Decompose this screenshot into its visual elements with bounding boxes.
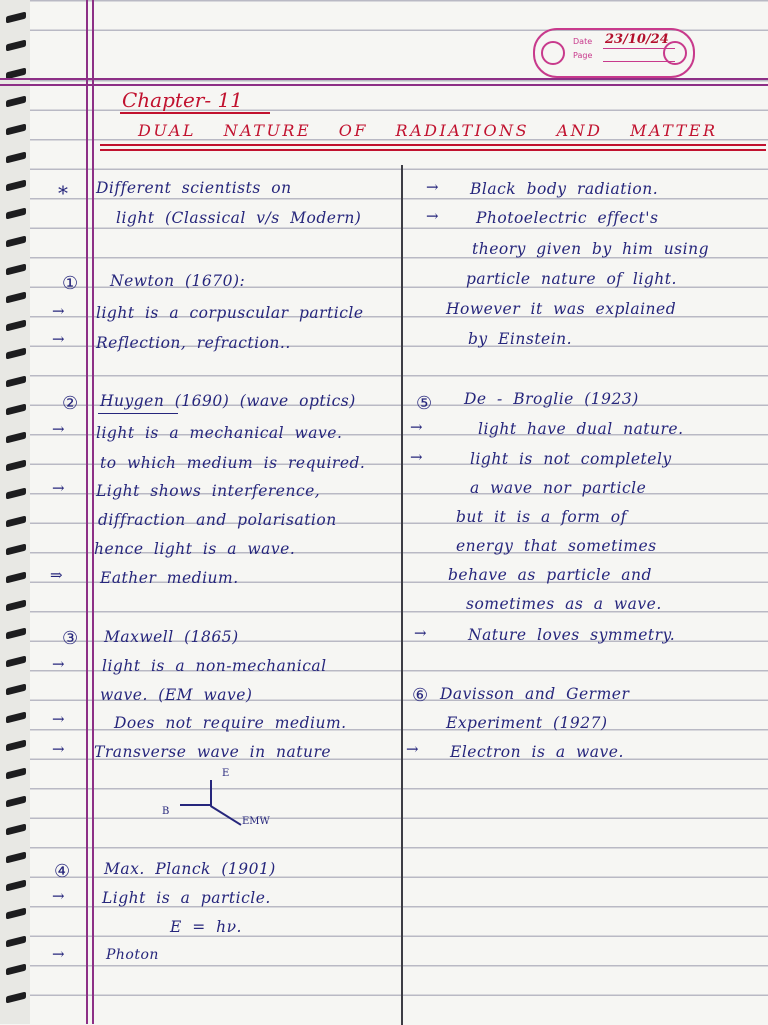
binding-hole <box>6 208 26 220</box>
debroglie-point-2d: energy that sometimes <box>456 537 657 555</box>
margin-line <box>92 0 94 1024</box>
arrow-icon: → <box>426 207 439 225</box>
huygen-point-2b: diffraction and polarisation <box>98 511 337 529</box>
binding-hole <box>6 12 26 24</box>
newton-point-2: Reflection, refraction.. <box>96 334 291 352</box>
date-page-stamp <box>533 28 695 78</box>
newton-heading: Newton (1670): <box>110 272 246 290</box>
heading-underline <box>98 413 178 414</box>
newton-point-1: light is a corpuscular particle <box>96 304 364 322</box>
binding-hole <box>6 376 26 388</box>
binding-hole <box>6 852 26 864</box>
number-marker: ⑤ <box>416 393 433 414</box>
arrow-icon: → <box>52 740 65 758</box>
intro-heading-line2: light (Classical v/s Modern) <box>116 209 362 227</box>
binding-hole <box>6 684 26 696</box>
header-rule <box>0 84 768 86</box>
intro-heading-line1: Different scientists on <box>96 179 292 197</box>
arrow-icon: → <box>410 448 423 466</box>
huygen-point-1b: to which medium is required. <box>100 454 366 472</box>
binding-hole <box>6 544 26 556</box>
binding-hole <box>6 40 26 52</box>
binding-hole <box>6 740 26 752</box>
title-underline <box>100 149 766 151</box>
title-underline <box>100 144 766 146</box>
debroglie-point-2a: light is not completely <box>470 450 672 468</box>
vector-e-label: E <box>222 768 230 779</box>
huygen-point-2a: Light shows interference, <box>96 482 321 500</box>
binding-hole <box>6 488 26 500</box>
number-marker: ④ <box>54 861 71 882</box>
binding-hole <box>6 292 26 304</box>
date-line <box>603 48 675 49</box>
page-label: Page <box>573 51 593 60</box>
maxwell-point-1b: wave. (EM wave) <box>100 686 253 704</box>
arrow-icon: → <box>52 420 65 438</box>
maxwell-point-3: Transverse wave in nature <box>94 743 332 761</box>
binding-hole <box>6 264 26 276</box>
e-vector-line <box>210 780 212 806</box>
binding-hole <box>6 152 26 164</box>
arrow-icon: → <box>426 178 439 196</box>
huygen-point-1a: light is a mechanical wave. <box>96 424 343 442</box>
b-vector-line <box>180 804 212 806</box>
arrow-icon: → <box>52 887 65 905</box>
planck-heading: Max. Planck (1901) <box>104 860 276 878</box>
debroglie-point-1: light have dual nature. <box>478 420 684 438</box>
maxwell-point-2: Does not require medium. <box>114 714 347 732</box>
binding-hole <box>6 236 26 248</box>
date-value: 23/10/24 <box>605 32 669 47</box>
margin-line <box>86 0 88 1024</box>
newton-right-6: by Einstein. <box>468 330 573 348</box>
arrow-icon: → <box>406 740 419 758</box>
debroglie-point-2e: behave as particle and <box>448 566 652 584</box>
binding-hole <box>6 936 26 948</box>
huygen-heading: Huygen (1690) (wave optics) <box>100 392 356 410</box>
binding-hole <box>6 992 26 1004</box>
arrow-icon: → <box>414 624 427 642</box>
arrow-icon: → <box>52 479 65 497</box>
header-rule <box>0 78 768 80</box>
binding-hole <box>6 656 26 668</box>
binding-hole <box>6 964 26 976</box>
spiral-binding <box>0 0 30 1024</box>
stamp-swirl-icon <box>541 41 565 65</box>
binding-hole <box>6 432 26 444</box>
number-marker: ⑥ <box>412 685 429 706</box>
binding-hole <box>6 824 26 836</box>
debroglie-heading: De - Broglie (1923) <box>464 390 639 408</box>
binding-hole <box>6 460 26 472</box>
arrow-icon: → <box>52 330 65 348</box>
number-marker: ① <box>62 273 79 294</box>
double-arrow-icon: ⇒ <box>50 566 63 584</box>
binding-hole <box>6 600 26 612</box>
huygen-point-3: Eather medium. <box>100 569 239 587</box>
binding-hole <box>6 404 26 416</box>
vector-emw-label: EMW <box>242 816 270 827</box>
binding-hole <box>6 572 26 584</box>
arrow-icon: → <box>52 710 65 728</box>
page-line <box>603 61 675 62</box>
binding-hole <box>6 628 26 640</box>
binding-hole <box>6 796 26 808</box>
vector-b-label: B <box>162 806 170 817</box>
maxwell-point-1a: light is a non-mechanical <box>102 657 327 675</box>
davisson-heading-line2: Experiment (1927) <box>446 714 608 732</box>
binding-hole <box>6 712 26 724</box>
emw-vector-line <box>210 805 242 826</box>
binding-hole <box>6 96 26 108</box>
davisson-point-1: Electron is a wave. <box>450 743 624 761</box>
huygen-point-2c: hence light is a wave. <box>94 540 296 558</box>
newton-right-5: However it was explained <box>446 300 677 318</box>
binding-hole <box>6 320 26 332</box>
binding-hole <box>6 124 26 136</box>
newton-right-1: Black body radiation. <box>470 180 659 198</box>
chapter-heading: Chapter- 11 <box>122 88 243 112</box>
planck-formula: E = hν. <box>170 918 242 936</box>
arrow-icon: → <box>410 418 423 436</box>
davisson-heading-line1: Davisson and Germer <box>440 685 630 703</box>
binding-hole <box>6 180 26 192</box>
binding-hole <box>6 348 26 360</box>
number-marker: ③ <box>62 628 79 649</box>
planck-point-2: Photon <box>106 947 159 963</box>
newton-right-3: theory given by him using <box>472 240 709 258</box>
binding-hole <box>6 516 26 528</box>
chapter-underline <box>120 112 270 114</box>
arrow-icon: → <box>52 945 65 963</box>
binding-hole <box>6 768 26 780</box>
debroglie-point-2b: a wave nor particle <box>470 479 647 497</box>
column-divider <box>401 165 403 1025</box>
newton-right-4: particle nature of light. <box>466 270 677 288</box>
date-label: Date <box>573 37 593 46</box>
debroglie-point-3: Nature loves symmetry. <box>468 626 676 644</box>
arrow-icon: → <box>52 655 65 673</box>
planck-point-1: Light is a particle. <box>102 889 271 907</box>
star-marker: * <box>58 181 68 205</box>
binding-hole <box>6 908 26 920</box>
number-marker: ② <box>62 393 79 414</box>
maxwell-heading: Maxwell (1865) <box>104 628 239 646</box>
chapter-title: DUAL NATURE OF RADIATIONS AND MATTER <box>138 121 718 140</box>
binding-hole <box>6 880 26 892</box>
newton-right-2: Photoelectric effect's <box>476 209 659 227</box>
arrow-icon: → <box>52 302 65 320</box>
debroglie-point-2c: but it is a form of <box>456 508 627 526</box>
debroglie-point-2f: sometimes as a wave. <box>466 595 662 613</box>
